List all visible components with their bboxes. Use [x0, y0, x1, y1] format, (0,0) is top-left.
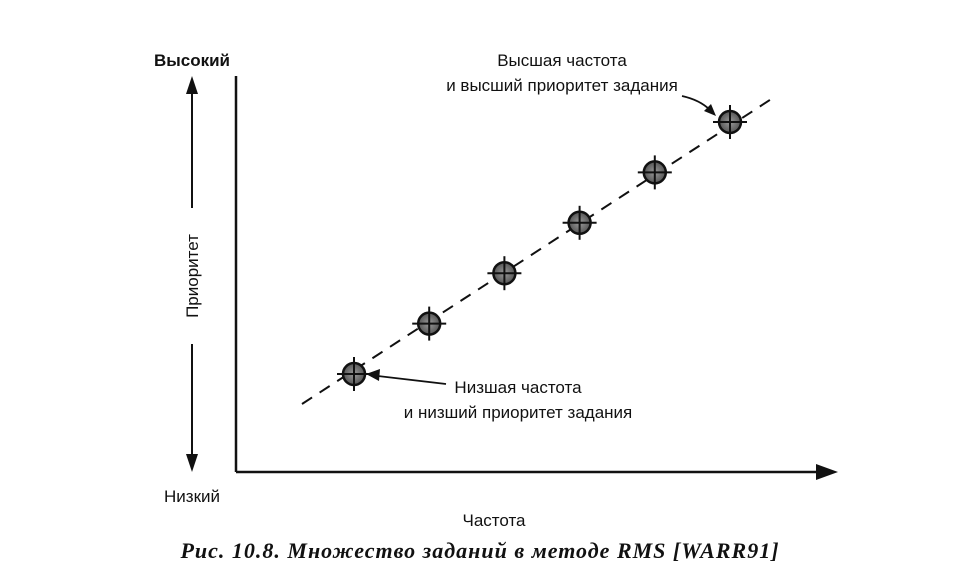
task-marker: [487, 256, 521, 290]
x-axis-label: Частота: [462, 511, 526, 530]
x-axis-arrow-head: [816, 464, 838, 480]
figure-caption: Рис. 10.8. Множество заданий в методе RMS [WARR91]: [180, 538, 780, 563]
annotation-bottom-line2: и низший приоритет задания: [403, 403, 633, 422]
task-marker: [638, 155, 672, 189]
annotation-top-line1: Высшая частота: [497, 51, 627, 70]
task-markers: [337, 105, 747, 391]
trend-line: [302, 96, 776, 404]
annotation-bottom-pointer: [366, 369, 446, 384]
arrow-down-head: [186, 454, 198, 472]
arrow-up-head: [186, 76, 198, 94]
annotation-bottom-line1: Низшая частота: [454, 378, 582, 397]
task-marker: [713, 105, 747, 139]
task-marker: [563, 206, 597, 240]
y-axis-top-label: Высокий: [153, 51, 231, 70]
task-marker: [337, 357, 371, 391]
y-axis-label: Приоритет: [183, 234, 202, 318]
y-axis-bottom-label: Низкий: [164, 487, 220, 506]
annotation-top-pointer: [682, 96, 716, 116]
task-marker: [412, 307, 446, 341]
annotation-top-line2: и высший приоритет задания: [446, 76, 678, 95]
